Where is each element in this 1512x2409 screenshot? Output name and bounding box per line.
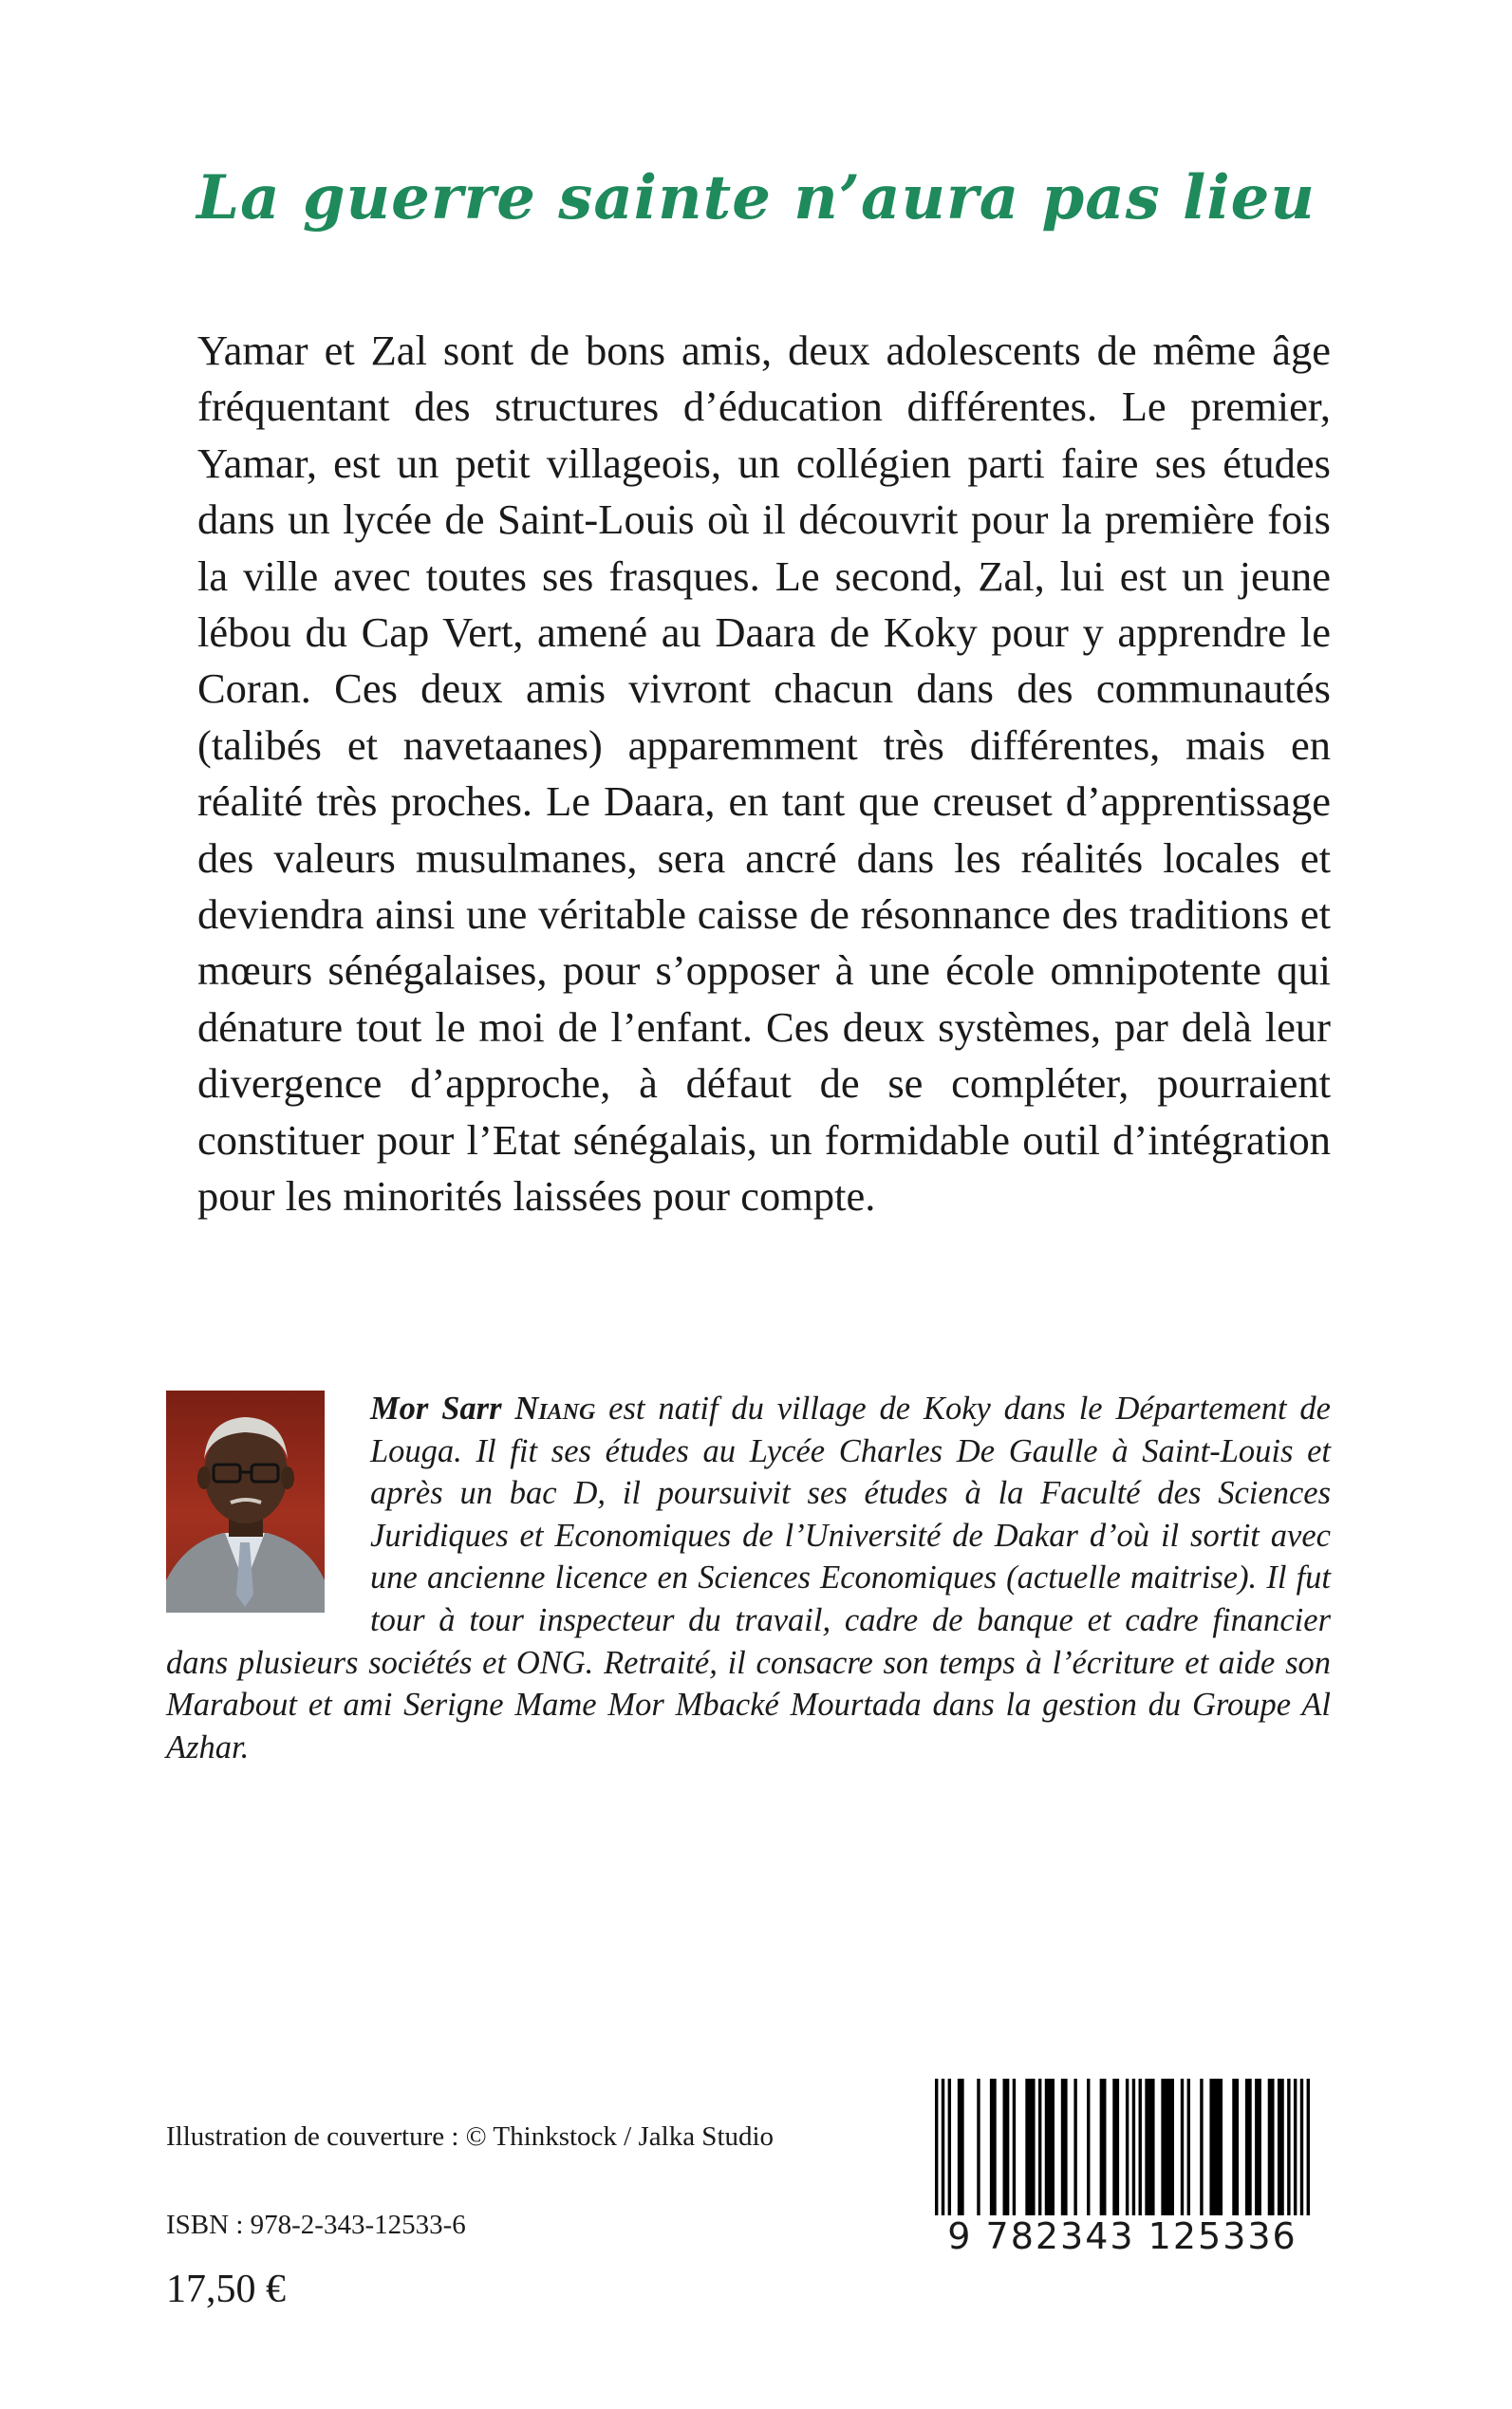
author-last-name: Niang	[514, 1391, 596, 1427]
book-title: La guerre sainte n’aura pas lieu	[196, 161, 1316, 233]
author-photo	[166, 1391, 325, 1613]
barcode-bar	[1126, 2079, 1129, 2221]
barcode-bar	[1025, 2079, 1035, 2221]
barcode-bar	[942, 2079, 944, 2221]
barcode-bar	[1255, 2079, 1261, 2221]
barcode-bar	[1038, 2079, 1041, 2221]
barcode-bar	[977, 2079, 980, 2221]
barcode-bar	[990, 2079, 997, 2221]
barcode-bar	[1145, 2079, 1154, 2221]
barcode-bar	[935, 2079, 938, 2221]
barcode-bar	[1087, 2079, 1090, 2221]
barcode-bar	[1209, 2079, 1223, 2221]
barcode-bar	[1139, 2079, 1142, 2221]
barcode-bar	[1132, 2079, 1135, 2221]
barcode-bar	[1294, 2079, 1297, 2221]
barcode-bar	[1161, 2079, 1174, 2221]
barcode-bar	[1112, 2079, 1119, 2221]
barcode-digits: 9 782343 125336	[935, 2215, 1310, 2257]
barcode-bar	[1187, 2079, 1190, 2221]
isbn: ISBN : 978-2-343-12533-6	[166, 2210, 466, 2240]
barcode-bar	[1073, 2079, 1076, 2221]
barcode-bar	[948, 2079, 951, 2221]
barcode-bar	[1181, 2079, 1184, 2221]
barcode-bar	[1100, 2079, 1107, 2221]
barcode-bar	[1013, 2079, 1016, 2221]
barcode-bar	[1045, 2079, 1055, 2221]
barcode-bar	[958, 2079, 964, 2221]
barcode-bar	[1307, 2079, 1310, 2221]
price: 17,50 €	[166, 2268, 286, 2311]
synopsis-text: Yamar et Zal sont de bons amis, deux adolescents de même âge fréquentant des structures d’éducation différentes. Le premier, Yamar, est un petit villageois, un collégien parti faire ses études dans un lycée de Saint-Louis où il découvrit pour la première fois la ville avec toutes ses frasques. Le second, Zal, lui est un jeune lébou du Cap Vert, amené au Daara de Koky pour y apprendre le Coran. Ces deux amis vivront chacun dans des communautés (talibés et navetaanes) apparemment très différentes, mais en réalité très proches. Le Daara, en tant que creuset d’apprentissage des valeurs musulmanes, sera ancré dans les réalités locales et deviendra ainsi une véritable caisse de résonnance des traditions et mœurs sénégalaises, pour s’opposer à une école omnipotente qui dénature tout le moi de l’enfant. Ces deux systèmes, par delà leur divergence d’approche, à défaut de se compléter, pourraient constituer pour l’Etat sénégalais, un formidable outil d’intégration pour les minorités laissées pour compte.	[197, 327, 1331, 1221]
barcode-bar	[1232, 2079, 1239, 2221]
author-section	[166, 1388, 1331, 1768]
barcode-bar	[1245, 2079, 1252, 2221]
cover-illustration-credit: Illustration de couverture : © Thinkstock / Jalka Studio	[166, 2121, 775, 2152]
barcode-bars	[935, 2079, 1310, 2221]
author-first-name: Mor Sarr	[370, 1391, 502, 1427]
barcode-bar	[1287, 2079, 1290, 2221]
barcode-bar	[1003, 2079, 1010, 2221]
barcode-bar	[1300, 2079, 1303, 2221]
barcode-bar	[1278, 2079, 1284, 2221]
author-bio: est natif du village de Koky dans le Département de Louga. Il fit ses études au Lycée Charles De Gaulle à Saint-Louis et après un bac D, il poursuivit ses études à la Faculté des Sciences Juridiques et Economiques de l’Université de Dakar d’où il sortit avec une ancienne licence en Sciences Economiques (actuelle maitrise). Il fut tour à tour inspecteur du travail, cadre de banque et cadre financier dans plusieurs sociétés et ONG. Retraité, il consacre son temps à l’écriture et aide son Marabout et ami Serigne Mame Mor Mbacké Mourtada dans la gestion du Groupe Al Azhar.	[166, 1391, 1331, 1765]
barcode-bar	[1268, 2079, 1275, 2221]
barcode-bar	[1200, 2079, 1203, 2221]
barcode-bar	[1061, 2079, 1068, 2221]
